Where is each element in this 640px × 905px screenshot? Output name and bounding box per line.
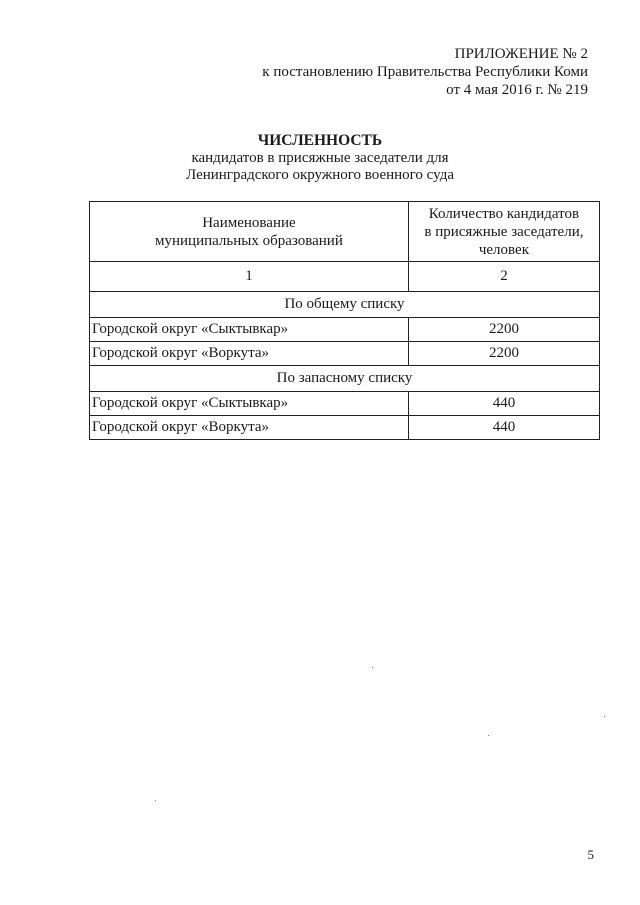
table-row — [90, 416, 600, 440]
candidate-count: 2200 — [408, 318, 599, 342]
municipality-name: Городской округ «Сыктывкар» — [90, 392, 409, 416]
municipality-name: Городской округ «Воркута» — [90, 416, 409, 440]
section-title-general: По общему списку — [90, 292, 600, 318]
header-count-line-2: в присяжные заседатели, — [424, 223, 584, 240]
header-municipality-line-2: муниципальных образований — [155, 232, 343, 249]
candidates-table — [89, 201, 600, 440]
document-title: ЧИСЛЕННОСТЬ — [257, 132, 383, 149]
annex-block — [262, 45, 588, 99]
header-count-line-1: Количество кандидатов — [428, 205, 580, 222]
header-municipality-line-1: Наименование — [202, 214, 296, 231]
document-subtitle-line-1: кандидатов в присяжные заседатели для — [191, 150, 449, 166]
municipality-name: Городской округ «Сыктывкар» — [90, 318, 409, 342]
column-number-1: 1 — [90, 262, 409, 292]
annex-date: от 4 мая 2016 г. № 219 — [446, 82, 588, 98]
header-municipality — [90, 202, 409, 262]
candidate-count: 440 — [408, 416, 599, 440]
table-row — [90, 392, 600, 416]
table-row — [90, 318, 600, 342]
header-candidate-count — [408, 202, 599, 262]
candidate-count: 2200 — [408, 342, 599, 366]
header-count-line-3: человек — [478, 241, 529, 258]
scan-speck — [604, 716, 605, 717]
section-title-reserve: По запасному списку — [90, 366, 600, 392]
candidate-count: 440 — [408, 392, 599, 416]
section-row-general — [90, 292, 600, 318]
table-header-row — [90, 202, 600, 262]
column-number-2: 2 — [408, 262, 599, 292]
municipality-name: Городской округ «Воркута» — [90, 342, 409, 366]
annex-number: ПРИЛОЖЕНИЕ № 2 — [454, 46, 588, 62]
column-number-row — [90, 262, 600, 292]
scan-speck — [488, 735, 489, 736]
section-row-reserve — [90, 366, 600, 392]
scan-speck — [155, 800, 156, 801]
page-number: 5 — [587, 847, 594, 862]
annex-reference: к постановлению Правительства Республики Коми — [262, 64, 588, 80]
table-row — [90, 342, 600, 366]
scan-speck — [372, 667, 373, 668]
document-subtitle-line-2: Ленинградского окружного военного суда — [186, 167, 454, 183]
title-block — [0, 131, 640, 184]
